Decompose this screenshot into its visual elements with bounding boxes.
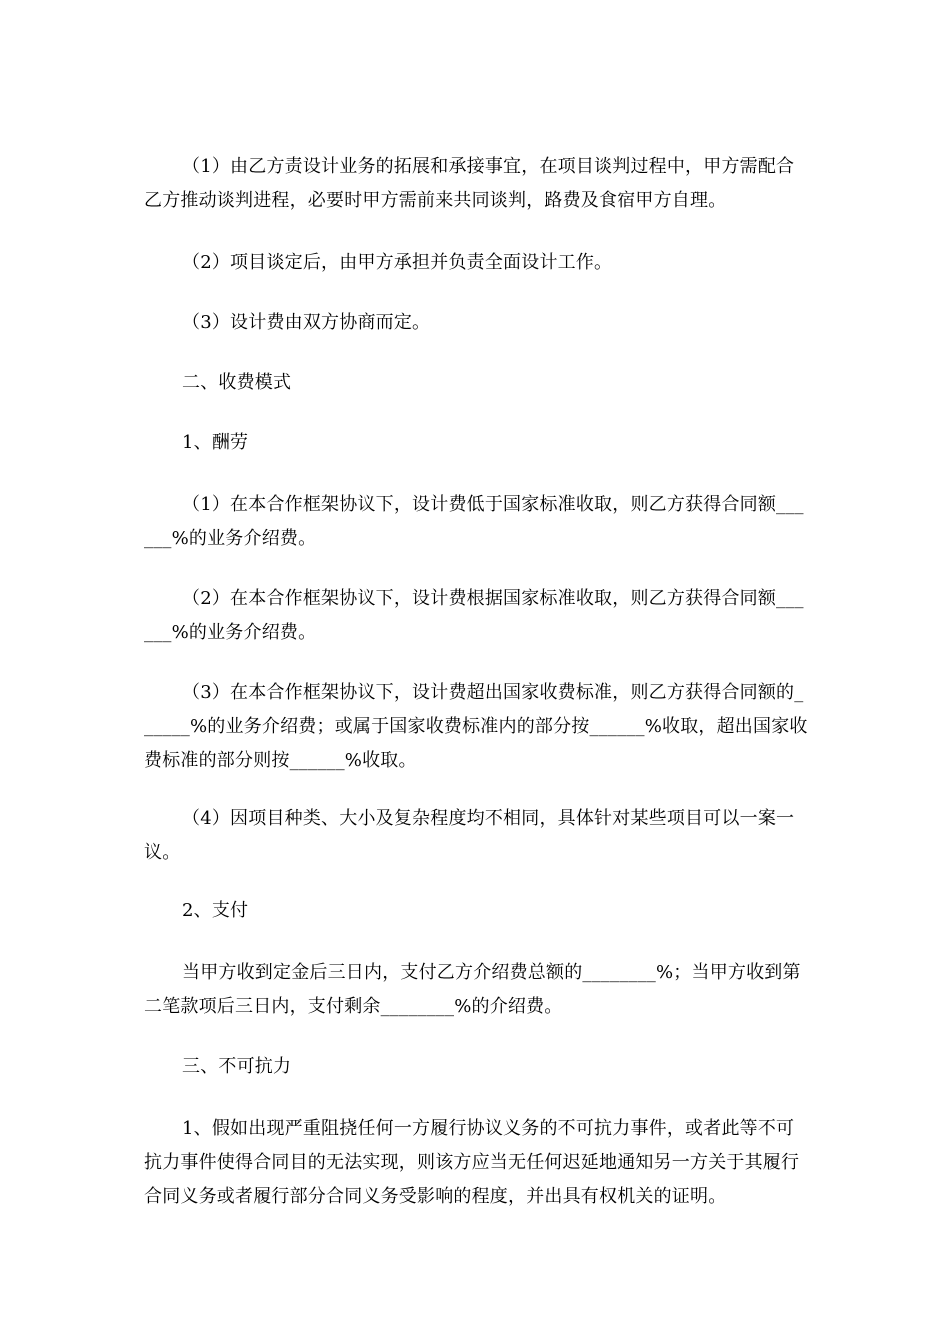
section-heading-fee-mode: 二、收费模式 [182,372,292,393]
payment-paragraph: 当甲方收到定金后三日内，支付乙方介绍费总额的________%；当甲方收到第二笔款项后三日内，支付剩余________%的介绍费。 [144,962,801,1017]
remuneration-item-3: （3）在本合作框架协议下，设计费超出国家收费标准，则乙方获得合同额的______%的业务介绍费；或属于国家收费标准内的部分按______%收取，超出国家收费标准的部分则按______%收取。 [144,682,808,771]
clause-2-paragraph: （2）项目谈定后，由甲方承担并负责全面设计工作。 [182,252,613,273]
subsection-heading-remuneration: 1、酬劳 [182,432,249,453]
force-majeure-paragraph: 1、假如出现严重阻挠任何一方履行协议义务的不可抗力事件，或者此等不可抗力事件使得合同目的无法实现，则该方应当无任何迟延地通知另一方关于其履行合同义务或者履行部分合同义务受影响的程度，并出具有权机关的证明。 [144,1118,800,1207]
remuneration-item-2: （2）在本合作框架协议下，设计费根据国家标准收取，则乙方获得合同额______%的业务介绍费。 [144,588,804,643]
subsection-heading-payment: 2、支付 [182,900,249,921]
section-heading-force-majeure: 三、不可抗力 [182,1056,292,1077]
remuneration-item-1: （1）在本合作框架协议下，设计费低于国家标准收取，则乙方获得合同额______%的业务介绍费。 [144,494,804,549]
clause-3-paragraph: （3）设计费由双方协商而定。 [182,312,431,333]
clause-1-paragraph: （1）由乙方责设计业务的拓展和承接事宜，在项目谈判过程中，甲方需配合乙方推动谈判进程，必要时甲方需前来共同谈判，路费及食宿甲方自理。 [144,156,795,211]
remuneration-item-4: （4）因项目种类、大小及复杂程度均不相同，具体针对某些项目可以一案一议。 [144,808,795,863]
